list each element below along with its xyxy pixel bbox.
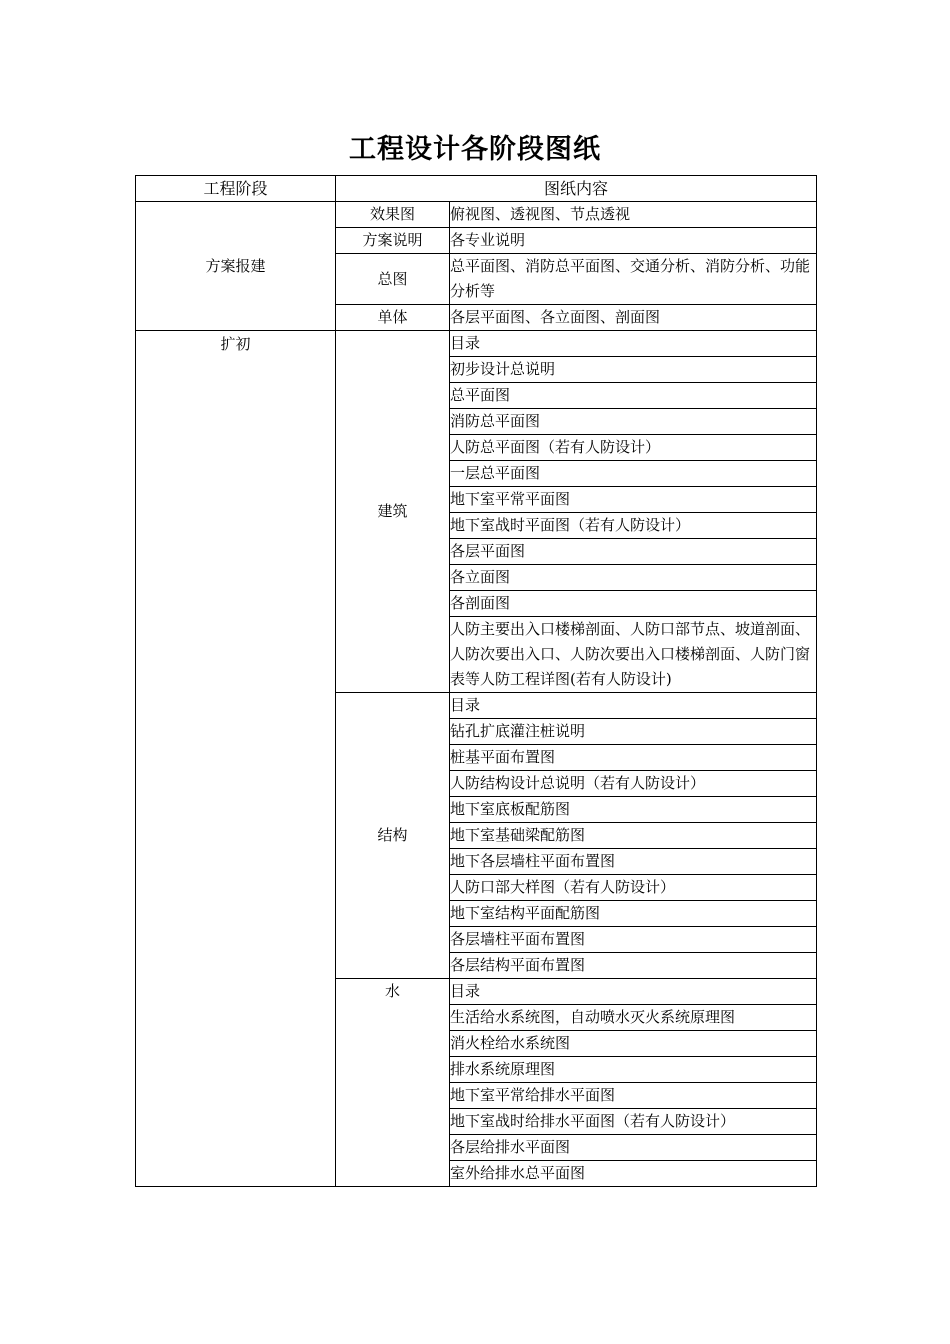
content-cell: 初步设计总说明 bbox=[450, 357, 817, 383]
content-cell: 俯视图、透视图、节点透视 bbox=[450, 202, 817, 228]
content-cell: 地下室平常平面图 bbox=[450, 487, 817, 513]
content-cell: 地下室平常给排水平面图 bbox=[450, 1083, 817, 1109]
category-cell: 效果图 bbox=[336, 202, 450, 228]
content-cell: 各剖面图 bbox=[450, 591, 817, 617]
content-cell: 地下室战时平面图（若有人防设计） bbox=[450, 513, 817, 539]
content-cell: 各立面图 bbox=[450, 565, 817, 591]
page-title: 工程设计各阶段图纸 bbox=[349, 134, 601, 165]
content-cell: 钻孔扩底灌注桩说明 bbox=[450, 719, 817, 745]
content-cell: 地下室基础梁配筋图 bbox=[450, 823, 817, 849]
category-cell: 总图 bbox=[336, 254, 450, 305]
content-cell: 地下室结构平面配筋图 bbox=[450, 901, 817, 927]
content-cell: 消火栓给水系统图 bbox=[450, 1031, 817, 1057]
content-cell: 人防总平面图（若有人防设计） bbox=[450, 435, 817, 461]
category-cell: 单体 bbox=[336, 305, 450, 331]
header-content: 图纸内容 bbox=[336, 176, 817, 202]
content-cell: 总平面图、消防总平面图、交通分析、消防分析、功能分析等 bbox=[450, 254, 817, 305]
content-cell: 桩基平面布置图 bbox=[450, 745, 817, 771]
stage-cell-scheme: 方案报建 bbox=[136, 202, 336, 331]
content-cell: 消防总平面图 bbox=[450, 409, 817, 435]
category-cell-water: 水 bbox=[336, 979, 450, 1187]
content-cell: 目录 bbox=[450, 693, 817, 719]
drawings-table bbox=[135, 175, 817, 1187]
content-cell: 人防主要出入口楼梯剖面、人防口部节点、坡道剖面、人防次要出入口、人防次要出入口楼梯剖面、人防门窗表等人防工程详图(若有人防设计) bbox=[450, 617, 817, 693]
table-row bbox=[136, 202, 817, 228]
content-cell: 总平面图 bbox=[450, 383, 817, 409]
table-row bbox=[136, 331, 817, 357]
category-cell-structure: 结构 bbox=[336, 693, 450, 979]
content-cell: 目录 bbox=[450, 979, 817, 1005]
content-cell: 生活给水系统图，自动喷水灭火系统原理图 bbox=[450, 1005, 817, 1031]
content-cell: 人防结构设计总说明（若有人防设计） bbox=[450, 771, 817, 797]
content-cell: 地下各层墙柱平面布置图 bbox=[450, 849, 817, 875]
header-stage: 工程阶段 bbox=[136, 176, 336, 202]
header-row bbox=[136, 176, 817, 202]
content-cell: 各层结构平面布置图 bbox=[450, 953, 817, 979]
category-cell-architecture: 建筑 bbox=[336, 331, 450, 693]
content-cell: 各层平面图、各立面图、剖面图 bbox=[450, 305, 817, 331]
content-cell: 各层平面图 bbox=[450, 539, 817, 565]
content-cell: 各层给排水平面图 bbox=[450, 1135, 817, 1161]
category-cell: 方案说明 bbox=[336, 228, 450, 254]
content-cell: 人防口部大样图（若有人防设计） bbox=[450, 875, 817, 901]
stage-cell-prelim: 扩初 bbox=[136, 331, 336, 1187]
content-cell: 目录 bbox=[450, 331, 817, 357]
content-cell: 一层总平面图 bbox=[450, 461, 817, 487]
content-cell: 排水系统原理图 bbox=[450, 1057, 817, 1083]
content-cell: 地下室底板配筋图 bbox=[450, 797, 817, 823]
content-cell: 各专业说明 bbox=[450, 228, 817, 254]
content-cell: 室外给排水总平面图 bbox=[450, 1161, 817, 1187]
content-cell: 地下室战时给排水平面图（若有人防设计） bbox=[450, 1109, 817, 1135]
content-cell: 各层墙柱平面布置图 bbox=[450, 927, 817, 953]
